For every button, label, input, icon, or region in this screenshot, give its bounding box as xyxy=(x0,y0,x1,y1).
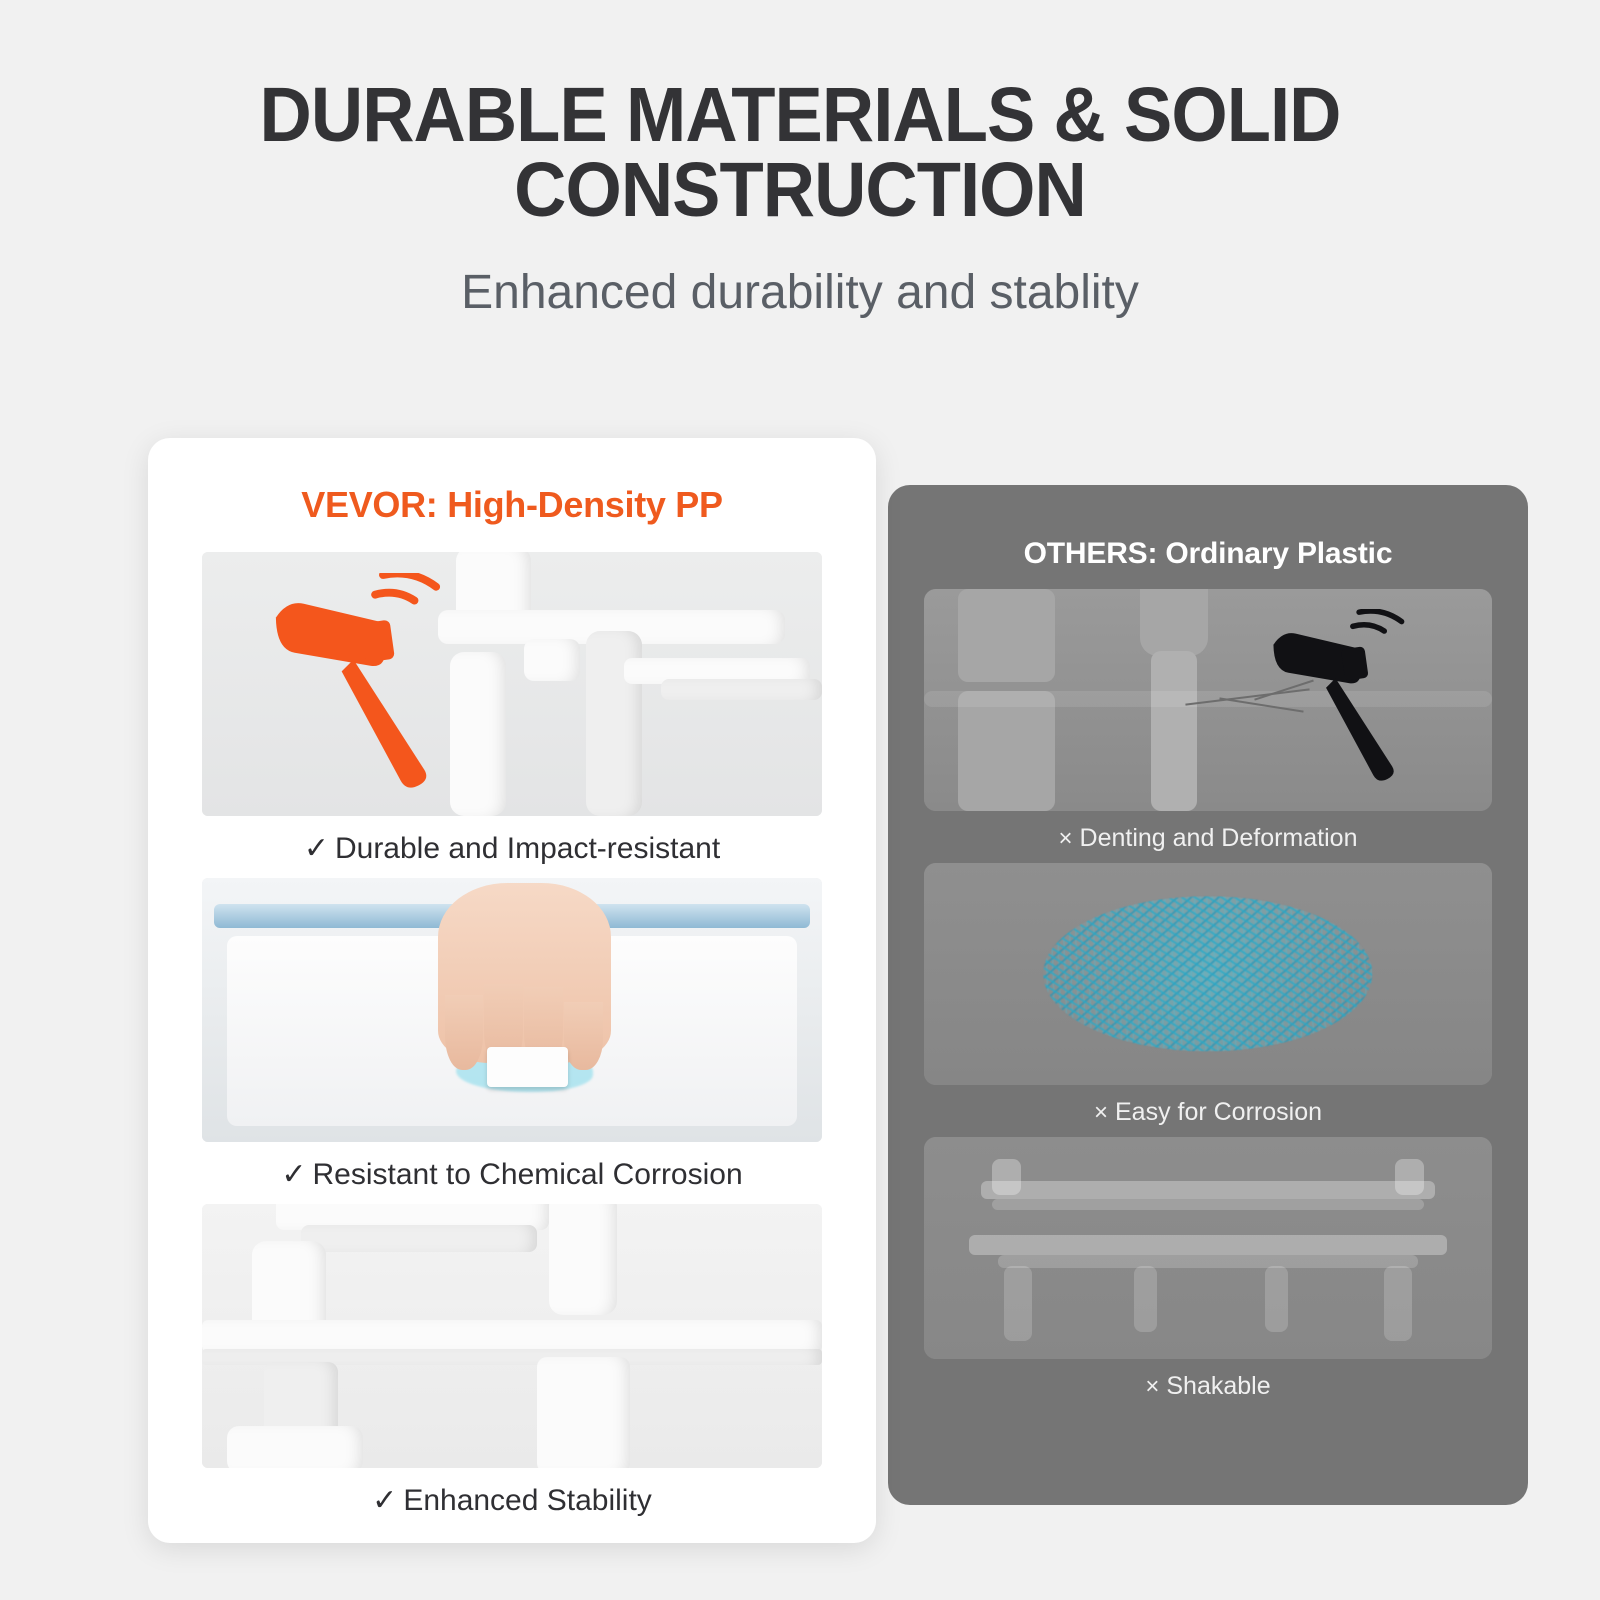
page-subtitle: Enhanced durability and stablity xyxy=(461,265,1139,319)
check-mark-icon: ✓ xyxy=(303,832,329,865)
header xyxy=(0,0,1600,320)
page-title-line-2: CONSTRUCTION xyxy=(514,147,1086,234)
vevor-caption-text: Durable and Impact-resistant xyxy=(334,832,721,865)
cross-mark-icon: × xyxy=(1093,1099,1108,1126)
hammer-cracking-gray-plastic-tube-image xyxy=(924,589,1492,811)
others-caption-text: Denting and Deformation xyxy=(1079,824,1358,852)
white-cart-legs-closeup-image xyxy=(202,1204,822,1468)
cross-mark-icon: × xyxy=(1058,825,1073,852)
others-caption-text: Shakable xyxy=(1166,1372,1271,1400)
hand-wiping-spill-on-white-tray-image xyxy=(202,878,822,1142)
hammer-icon xyxy=(252,573,463,789)
vevor-caption-stability xyxy=(202,1483,822,1518)
hammer-icon xyxy=(1208,609,1469,782)
vevor-item-stability xyxy=(202,1204,822,1518)
corrosion-stain xyxy=(1043,896,1372,1051)
wobbling-gray-plastic-cart-image xyxy=(924,1137,1492,1359)
others-panel-title: OTHERS: Ordinary Plastic xyxy=(1023,537,1393,570)
hammer-striking-white-pp-frame-image xyxy=(202,552,822,816)
vevor-panel-title: VEVOR: High-Density PP xyxy=(301,484,723,525)
others-item-denting xyxy=(924,589,1492,853)
others-item-shakable xyxy=(924,1137,1492,1401)
others-items xyxy=(888,571,1528,1401)
vevor-items xyxy=(148,526,876,1518)
others-caption-shakable xyxy=(924,1372,1492,1401)
comparison-panels xyxy=(0,430,1600,1590)
vevor-panel xyxy=(148,438,876,1543)
vevor-caption-chemical xyxy=(202,1157,822,1192)
vevor-caption-text: Enhanced Stability xyxy=(403,1484,652,1517)
others-item-corrosion xyxy=(924,863,1492,1127)
cross-mark-icon: × xyxy=(1145,1373,1160,1400)
check-mark-icon: ✓ xyxy=(372,1484,398,1517)
vevor-caption-text: Resistant to Chemical Corrosion xyxy=(312,1158,743,1191)
hand xyxy=(438,883,612,1063)
others-caption-text: Easy for Corrosion xyxy=(1114,1098,1323,1126)
others-panel xyxy=(888,485,1528,1505)
page-title xyxy=(48,72,1552,234)
vevor-item-impact xyxy=(202,552,822,866)
others-caption-corrosion xyxy=(924,1098,1492,1127)
vevor-item-chemical xyxy=(202,878,822,1192)
vevor-caption-impact xyxy=(202,831,822,866)
others-caption-denting xyxy=(924,824,1492,853)
page-title-line-1: DURABLE MATERIALS & SOLID xyxy=(259,72,1341,158)
blue-corrosion-stain-patch-image xyxy=(924,863,1492,1085)
check-mark-icon: ✓ xyxy=(281,1158,307,1191)
